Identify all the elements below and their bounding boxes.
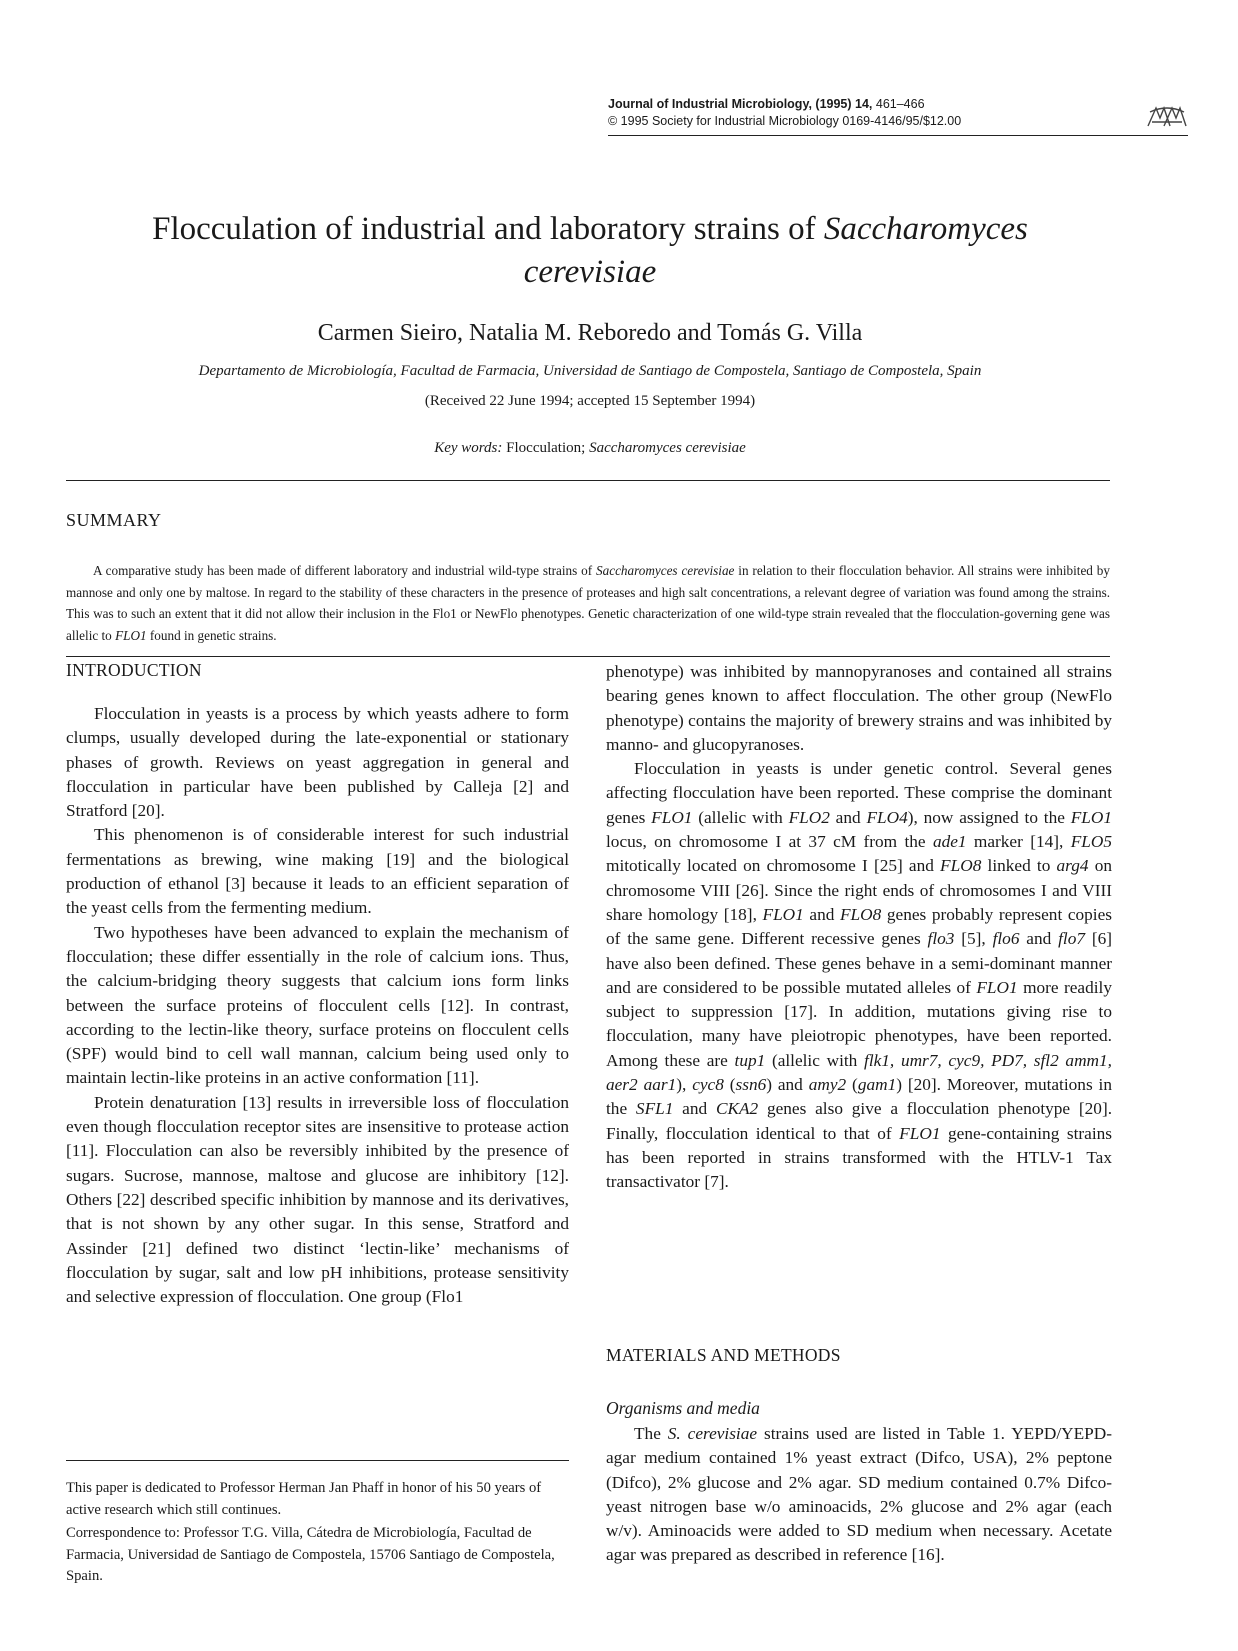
methods-paragraph: The S. cerevisiae strains used are listed in Table 1. YEPD/YEPD-agar medium contained 1% yeast extract (Difco, USA), 2% peptone (Difco), 2% glucose and 2% agar. SD medium contained 0.7% Difco-yeast nitrogen base w/o aminoacids, 2% glucose and 2% agar (each w/v). Aminoacids were added to SD medium when necessary. Acetate agar was prepared as described in reference [16]. bbox=[606, 1424, 1113, 1565]
publisher-logo-icon bbox=[1146, 102, 1188, 130]
summary-text: A comparative study has been made of different laboratory and industrial wild-type strains of Saccharomyces cerevisiae in relation to their flocculation behavior. All strains were inhibited by mannose and only one by maltose. In regard to the stability of these characters in the presence of proteases and high salt concentrations, a relevant degree of variation was found among the strains. This was to such an extent that it did not allow their inclusion in the Flo1 or NewFlo phenotypes. Genetic characterization of one wild-type strain revealed that the flocculation-governing gene was allelic to FLO1 found in genetic strains. bbox=[66, 563, 1110, 643]
journal-copyright: © 1995 Society for Industrial Microbiology 0169-4146/95/$12.00 bbox=[608, 114, 962, 128]
header-rule bbox=[608, 135, 1188, 136]
journal-pages: 461–466 bbox=[872, 97, 925, 111]
footnotes bbox=[66, 1478, 569, 1588]
intro-paragraph-4: Protein denaturation [13] results in irreversible loss of flocculation even though flocculation receptor sites are insensitive to protease action [11]. Flocculation can also be reversibly inhibited by the presence of sugars. Sucrose, mannose, maltose and glucose are inhibitory [12]. Others [22] described specific inhibition by mannose and its derivatives, that is not shown by any other sugar. In this sense, Stratford and Assinder [21] defined two distinct ‘lectin-like’ mechanisms of flocculation by sugar, salt and low pH inhibitions, protease sensitivity and selective expression of flocculation. One group (Flo1 bbox=[66, 1092, 569, 1307]
summary-bottom-rule bbox=[66, 656, 1110, 657]
intro-paragraph-3: Two hypotheses have been advanced to explain the mechanism of flocculation; these differ essentially in the role of calcium ions. Thus, the calcium-bridging theory suggests that calcium ions form links between the surface proteins of flocculent cells [12]. In contrast, according to the lectin-like theory, surface proteins on flocculent cells (SPF) would bind to cell wall mannan, calcium being used only to maintain lectin-like proteins in an active conformation [11]. bbox=[66, 922, 569, 1088]
footnote-dedication: This paper is dedicated to Professor Herman Jan Phaff in honor of his 50 years of active research which still continues. bbox=[66, 1480, 542, 1518]
keywords-label: Key words: bbox=[434, 440, 503, 456]
intro-paragraph-5: phenotype) was inhibited by mannopyranoses and contained all strains bearing genes known to affect flocculation. The other group (NewFlo phenotype) contains the majority of brewery strains and was inhibited by manno- and glucopyranoses. bbox=[606, 662, 1112, 754]
keywords-plain: Flocculation; bbox=[502, 440, 590, 456]
intro-paragraph-1: Flocculation in yeasts is a process by which yeasts adhere to form clumps, usually developed during the late-exponential or stationary phases of growth. Reviews on yeast aggregation in general and flocculation in particular have been published by Calleja [2] and Stratford [20]. bbox=[66, 704, 569, 821]
footnote-rule bbox=[66, 1460, 569, 1461]
right-column bbox=[606, 660, 1112, 1195]
summary-top-rule bbox=[66, 480, 1110, 481]
footnote-correspondence: Correspondence to: Professor T.G. Villa, Cátedra de Microbiología, Facultad de Farmacia, Universidad de Santiago de Compostela, 15706 Santiago de Compostela, Spain. bbox=[66, 1525, 555, 1584]
title-genus: Saccharomyces bbox=[823, 211, 1028, 247]
keywords-italic: Saccharomyces cerevisiae bbox=[589, 440, 746, 456]
journal-header bbox=[608, 96, 1048, 130]
summary-heading: SUMMARY bbox=[66, 510, 162, 530]
title-species: cerevisiae bbox=[523, 254, 657, 290]
paper-title bbox=[60, 208, 1120, 294]
left-column bbox=[66, 702, 569, 1309]
affiliation: Departamento de Microbiología, Facultad de Farmacia, Universidad de Santiago de Compostela, Santiago de Compostela, Spain bbox=[198, 363, 982, 379]
keywords bbox=[60, 440, 1120, 457]
intro-paragraph-2: This phenomenon is of considerable interest for such industrial fermentations as brewing, wine making [19] and the biological production of ethanol [3] because it leads to an efficient separation of the yeast cells from the fermenting medium. bbox=[66, 825, 569, 918]
methods-heading: MATERIALS AND METHODS bbox=[606, 1345, 841, 1365]
received-dates: (Received 22 June 1994; accepted 15 September 1994) bbox=[424, 393, 756, 409]
title-line1: Flocculation of industrial and laboratory strains of bbox=[152, 211, 824, 247]
author-list: Carmen Sieiro, Natalia M. Reboredo and Tomás G. Villa bbox=[317, 320, 863, 346]
organisms-media-subheading: Organisms and media bbox=[606, 1398, 760, 1418]
methods-column bbox=[606, 1422, 1112, 1568]
intro-paragraph-6: Flocculation in yeasts is under genetic control. Several genes affecting flocculation have been reported. These comprise the dominant genes FLO1 (allelic with FLO2 and FLO4), now assigned to the FLO1 locus, on chromosome I at 37 cM from the ade1 marker [14], FLO5 mitotically located on chromosome I [25] and FLO8 linked to arg4 on chromosome VIII [26]. Since the right ends of chromosomes I and VIII share homology [18], FLO1 and FLO8 genes probably represent copies of the same gene. Different recessive genes flo3 [5], flo6 and flo7 [6] have also been defined. These genes behave in a semi-dominant manner and are considered to be possible mutated alleles of FLO1 more readily subject to suppression [17]. In addition, mutations giving rise to flocculation, many have pleiotropic phenotypes, have been reported. Among these are tup1 (allelic with flk1, umr7, cyc9, PD7, sfl2 amm1, aer2 aar1), cyc8 (ssn6) and amy2 (gam1) [20]. Moreover, mutations in the SFL1 and CKA2 genes also give a flocculation phenotype [20]. Finally, flocculation identical to that of FLO1 gene-containing strains has been reported in strains transformed with the HTLV-1 Tax transactivator [7]. bbox=[606, 759, 1113, 1192]
journal-citation: Journal of Industrial Microbiology, (1995) 14, bbox=[608, 97, 873, 111]
introduction-heading: INTRODUCTION bbox=[66, 660, 202, 680]
